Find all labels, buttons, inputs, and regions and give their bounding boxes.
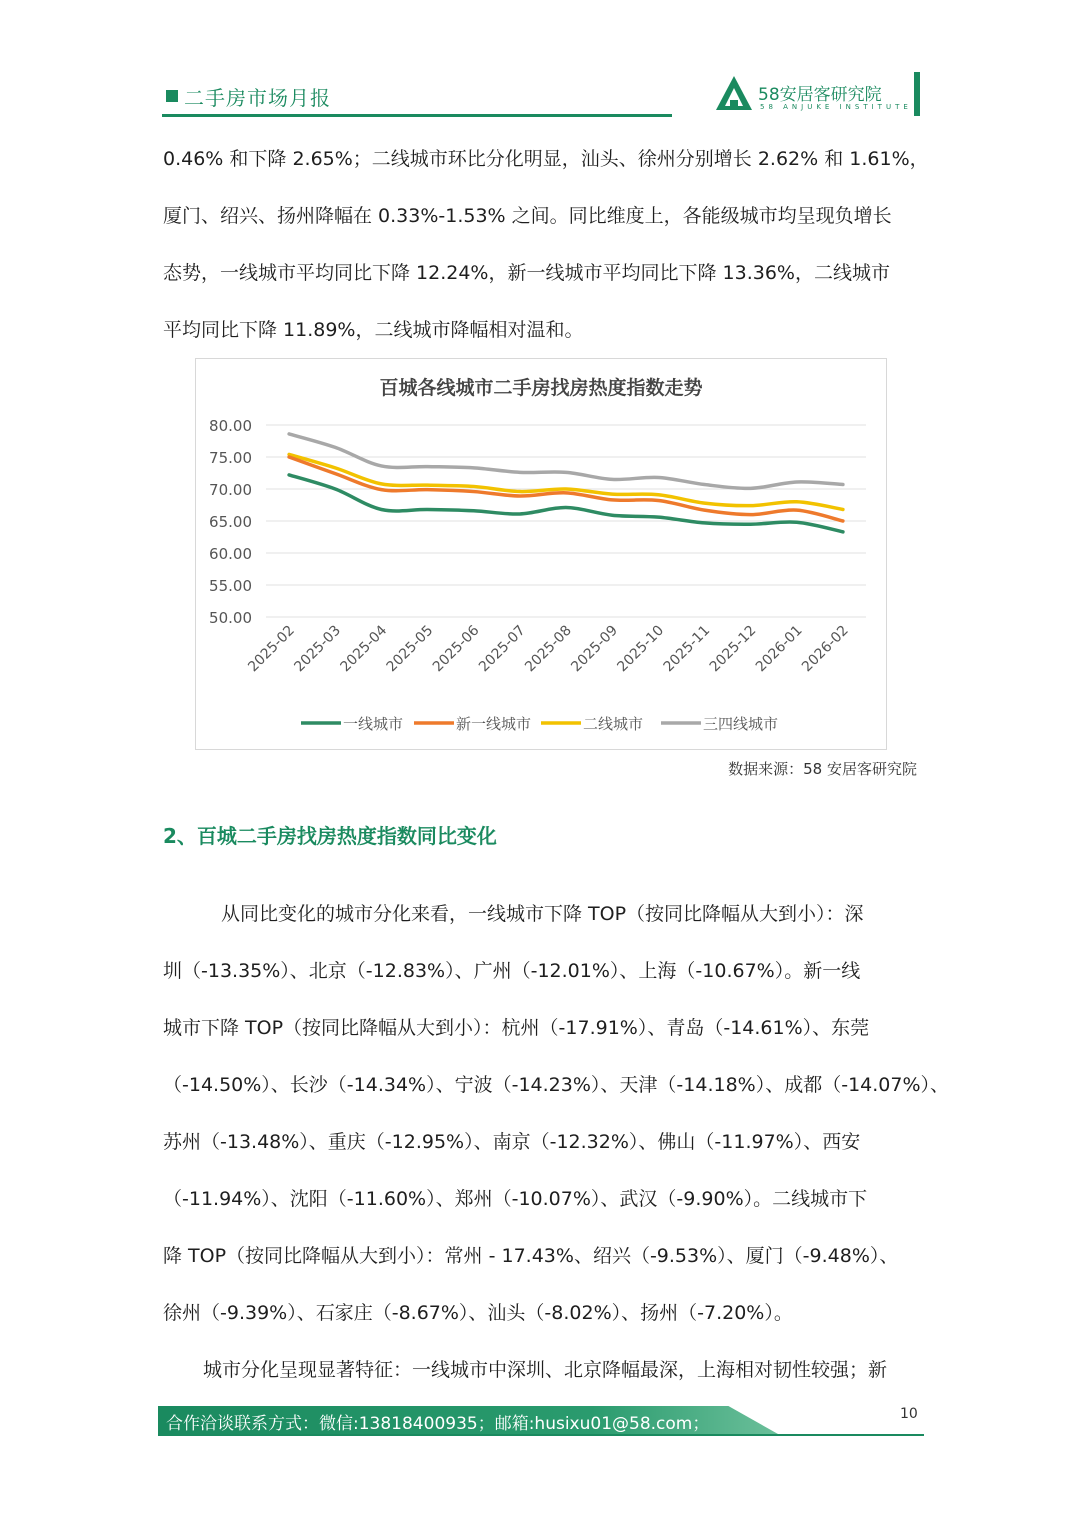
paragraph-line: 态势，一线城市平均同比下降 12.24%，新一线城市平均同比下降 13.36%，二线城市: [163, 262, 890, 284]
paragraph-line: 城市分化呈现显著特征：一线城市中深圳、北京降幅最深，上海相对韧性较强；新: [203, 1359, 888, 1381]
y-tick-label: 80.00: [209, 417, 252, 435]
x-tick-label: 2025-04: [337, 622, 391, 676]
paragraph-line: 城市下降 TOP（按同比降幅从大到小）：杭州（-17.91%）、青岛（-14.61%）、东莞: [163, 1017, 870, 1039]
x-tick-label: 2026-02: [799, 622, 852, 676]
chart-canvas: [196, 359, 886, 749]
logo-bar: [914, 72, 920, 116]
paragraph-line: 0.46% 和下降 2.65%；二线城市环比分化明显，汕头、徐州分别增长 2.62% 和 1.61%，: [163, 148, 929, 170]
legend-label: 三四线城市: [703, 715, 779, 733]
paragraph-line: 徐州（-9.39%）、石家庄（-8.67%）、汕头（-8.02%）、扬州（-7.20%）。: [163, 1302, 793, 1324]
x-tick-label: 2025-02: [245, 622, 298, 676]
page-number: 10: [900, 1406, 918, 1422]
logo-triangle-icon: [714, 74, 754, 112]
x-tick-label: 2025-12: [706, 622, 760, 676]
header-title: 二手房市场月报: [184, 86, 331, 110]
paragraph-line: 从同比变化的城市分化来看，一线城市下降 TOP（按同比降幅从大到小）：深: [221, 903, 864, 925]
x-tick-label: 2025-11: [660, 622, 714, 676]
legend-label: 二线城市: [583, 715, 644, 733]
logo-text-en: 58 ANJUKE INSTITUTE: [760, 103, 912, 111]
data-source: 数据来源：58 安居客研究院: [728, 760, 917, 778]
paragraph-line: （-14.50%）、长沙（-14.34%）、宁波（-14.23%）、天津（-14.18%）、成都（-14.07%）、: [163, 1074, 950, 1096]
paragraph-2: [163, 886, 950, 1399]
y-tick-label: 70.00: [209, 481, 252, 499]
x-tick-label: 2025-07: [475, 622, 529, 676]
footer-contact: 合作洽谈联系方式：微信:13818400935；邮箱:husixu01@58.com；: [166, 1414, 710, 1434]
y-tick-label: 65.00: [209, 513, 252, 531]
section-title: 2、百城二手房找房热度指数同比变化: [163, 824, 497, 848]
paragraph-line: 圳（-13.35%）、北京（-12.83%）、广州（-12.01%）、上海（-10.67%）。新一线: [163, 960, 861, 982]
paragraph-line: 平均同比下降 11.89%，二线城市降幅相对温和。: [163, 319, 584, 341]
x-tick-label: 2025-08: [522, 622, 575, 676]
line-chart: [195, 358, 887, 750]
legend-label: 新一线城市: [456, 715, 532, 733]
logo-text-cn: 58安居客研究院: [758, 85, 882, 105]
header-rule: [162, 114, 672, 117]
x-tick-label: 2025-09: [568, 622, 621, 676]
paragraph-line: 苏州（-13.48%）、重庆（-12.95%）、南京（-12.32%）、佛山（-11.97%）、西安: [163, 1131, 861, 1153]
x-tick-label: 2025-05: [383, 622, 437, 676]
chart-title: 百城各线城市二手房找房热度指数走势: [379, 377, 703, 399]
institute-logo: [714, 74, 924, 114]
paragraph-line: 降 TOP（按同比降幅从大到小）：常州 - 17.43%、绍兴（-9.53%）、厦门（-9.48%）、: [163, 1245, 899, 1267]
paragraph-line: 厦门、绍兴、扬州降幅在 0.33%-1.53% 之间。同比维度上，各能级城市均呈现负增长: [163, 205, 892, 227]
header-square-icon: [166, 90, 178, 102]
page-header: [162, 72, 922, 120]
y-tick-label: 50.00: [209, 609, 252, 627]
x-tick-label: 2025-10: [614, 622, 668, 676]
x-tick-label: 2025-06: [429, 622, 483, 676]
y-tick-label: 75.00: [209, 449, 252, 467]
x-tick-label: 2026-01: [752, 622, 806, 676]
y-tick-label: 55.00: [209, 577, 252, 595]
y-tick-label: 60.00: [209, 545, 252, 563]
footer-rule: [158, 1434, 924, 1436]
x-tick-label: 2025-03: [291, 622, 345, 676]
legend-label: 一线城市: [343, 715, 404, 733]
paragraph-1: [163, 131, 929, 359]
paragraph-line: （-11.94%）、沈阳（-11.60%）、郑州（-10.07%）、武汉（-9.90%）。二线城市下: [163, 1188, 868, 1210]
page-footer: [158, 1398, 924, 1438]
